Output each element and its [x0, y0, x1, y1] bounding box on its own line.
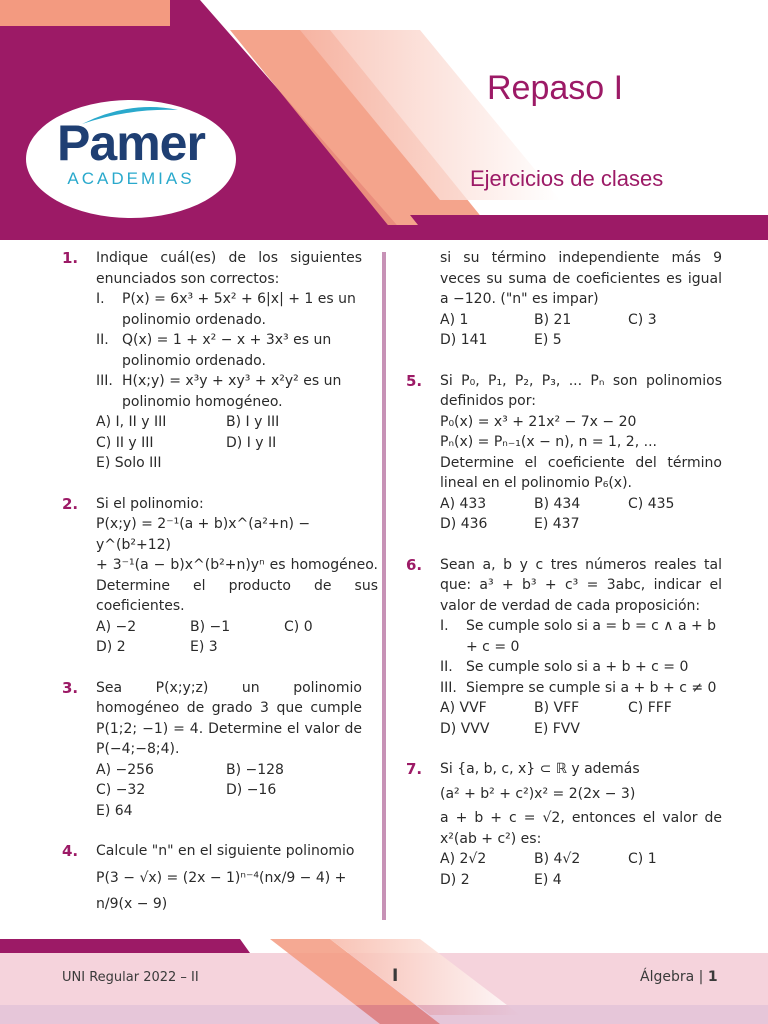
option: E) 4 [534, 871, 562, 888]
exercise-number: 4. [62, 842, 79, 860]
option: E) Solo III [96, 455, 162, 471]
option: A) 433 [440, 495, 487, 512]
formula-line: P(3 − √x) = (2x − 1)ⁿ⁻⁴(nx/9 − 4) + [96, 869, 347, 886]
exercise-intro: Si P₀, P₁, P₂, P₃, ... Pₙ son polinomios definidos por: [440, 372, 722, 409]
exercise-number: 7. [406, 760, 423, 778]
answer-options [440, 849, 722, 890]
exercise-number: 6. [406, 555, 423, 574]
option: A) I, II y III [96, 414, 167, 430]
option: C) −32 [96, 782, 146, 798]
option: A) −256 [96, 761, 154, 778]
logo-tagline: ACADEMIAS [67, 169, 195, 188]
exercise-intro: Indique cuál(es) de los siguientes enunciados son correctos: [96, 250, 362, 287]
answer-options [440, 310, 722, 351]
statement: I. P(x) = 6x³ + 5x² + 6|x| + 1 es un polinomio ordenado. [96, 291, 356, 328]
statement: III. Siempre se cumple si a + b + c ≠ 0 [440, 679, 717, 696]
exercise-4 [62, 841, 362, 915]
exercise-7 [406, 759, 722, 890]
column-divider [382, 252, 386, 920]
exercise-number: 3. [62, 678, 79, 697]
option: E) FVV [534, 720, 580, 737]
exercise-number: 1. [62, 249, 79, 267]
option: A) 1 [440, 311, 469, 328]
exercise-intro: Sea P(x;y;z) un polinomio homogéneo de grado 3 que cumple P(1;2; −1) = 4. Determine el valor de P(−4;−8;4). [96, 679, 362, 757]
answer-options [96, 412, 362, 474]
option: D) 2 [96, 639, 126, 655]
page-number: 1 [707, 969, 718, 985]
option: C) II y III [96, 434, 154, 451]
exercise-3 [62, 678, 362, 822]
option: C) 1 [628, 851, 657, 867]
statement: III. H(x;y) = x³y + xy³ + x²y² es un polinomio homogéneo. [96, 373, 342, 410]
exercise-intro: Si {a, b, c, x} ⊂ ℝ y además [440, 761, 640, 777]
formula-line: Pₙ(x) = Pₙ₋₁(x − n), n = 1, 2, ... [440, 434, 657, 450]
option: B) 434 [534, 495, 581, 512]
option: E) 437 [534, 516, 580, 532]
option: E) 64 [96, 802, 133, 819]
exercise-2 [62, 494, 378, 658]
option: B) −128 [226, 761, 284, 778]
right-column [406, 248, 722, 890]
formula-line: (a² + b² + c²)x² = 2(2x − 3) [440, 785, 636, 802]
exercise-intro: Sean a, b y c tres números reales tal que: a³ + b³ + c³ = 3abc, indicar el valor de verdad de cada proposición: [440, 556, 722, 614]
page-subtitle: Ejercicios de clases [470, 166, 664, 191]
option: B) I y III [226, 414, 280, 430]
option: D) 141 [440, 332, 488, 348]
option: B) 4√2 [534, 851, 581, 867]
answer-options [440, 494, 722, 535]
option: D) I y II [226, 434, 277, 451]
option: B) 21 [534, 311, 572, 328]
statement: II. Se cumple solo si a + b + c = 0 [440, 659, 689, 675]
logo-wordmark: Pamer [57, 115, 205, 171]
left-column [62, 248, 378, 915]
answer-options [96, 617, 378, 658]
exercise-intro: si su término independiente más 9 veces su suma de coeficientes es igual a −120. ("n" es impar) [440, 250, 722, 307]
option: E) 3 [190, 639, 218, 655]
exercise-question: Determine el coeficiente del término lineal en el polinomio P₆(x). [440, 454, 722, 491]
option: D) −16 [226, 782, 277, 798]
exercise-intro: Si el polinomio: [96, 495, 204, 512]
option: A) 2√2 [440, 851, 487, 867]
option: D) 436 [440, 516, 488, 532]
option: C) 435 [628, 495, 675, 512]
option: C) 0 [284, 618, 313, 635]
footer-subject-label: Álgebra | [640, 969, 704, 985]
statement: II. Q(x) = 1 + x² − x + 3x³ es un polinomio ordenado. [96, 332, 332, 369]
exercise-6 [406, 555, 722, 740]
option: C) FFF [628, 700, 672, 716]
exercise-number: 2. [62, 494, 79, 513]
page-title: Repaso I [487, 69, 624, 107]
footer-marker: I [392, 966, 399, 986]
exercise-4-continued [406, 248, 722, 351]
statement: I. Se cumple solo si a = b = c ∧ a + b + c = 0 [440, 618, 717, 655]
answer-options [440, 698, 722, 739]
exercise-number: 5. [406, 371, 423, 390]
answer-options [96, 760, 362, 822]
option: A) −2 [96, 618, 137, 635]
option: A) VVF [440, 700, 487, 716]
formula-line: a + b + c = √2, entonces el valor de x²(ab + c²) es: [440, 810, 722, 847]
footer-course: UNI Regular 2022 – II [62, 970, 199, 985]
option: B) VFF [534, 700, 580, 716]
option: D) 2 [440, 871, 470, 888]
option: B) −1 [190, 618, 231, 635]
exercise-5 [406, 371, 722, 535]
footer-subject [640, 969, 718, 985]
exercise-1 [62, 248, 362, 474]
option: E) 5 [534, 332, 562, 348]
formula-line: P₀(x) = x³ + 21x² − 7x − 20 [440, 413, 637, 430]
formula-line: + 3⁻¹(a − b)x^(b²+n)yⁿ es homogéneo. Determine el producto de sus coeficientes. [96, 557, 378, 614]
formula-line: n/9(x − 9) [96, 896, 168, 912]
option: C) 3 [628, 311, 657, 328]
exercise-number [406, 248, 440, 351]
exercise-intro: Calcule "n" en el siguiente polinomio [96, 843, 355, 859]
option: D) VVV [440, 720, 490, 737]
formula-line: P(x;y) = 2⁻¹(a + b)x^(a²+n) − y^(b²+12) [96, 516, 311, 553]
